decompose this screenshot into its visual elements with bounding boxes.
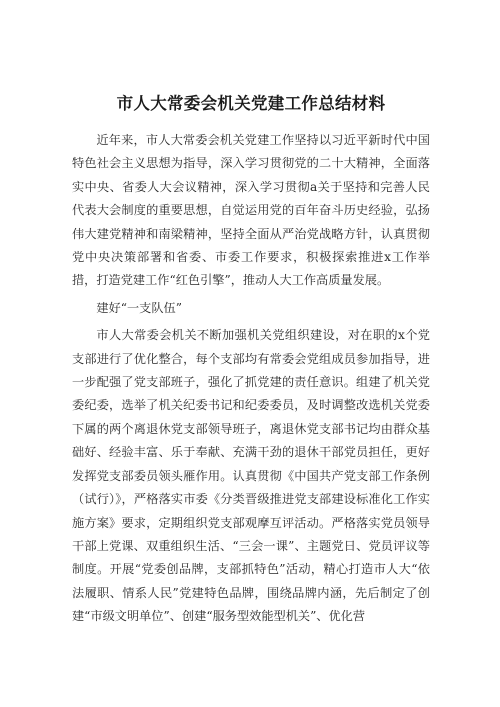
section-paragraph: 市人大常委会机关不断加强机关党组织建设，对在职的x个党支部进行了优化整合，每个支部均有常委会党组成员参加指导，进一步配强了党支部班子，强化了抓党建的责任意识。组建了机关党委纪委，选举了机关纪委书记和纪委委员，及时调整改选机关党委下属的两个离退休党支部领导班子，离退休党支部书记均由群众基础好、经验丰富、乐于奉献、充满干劲的退休干部党员担任，更好发挥党支部委员领头雁作用。认真贯彻《中国共产党支部工作条例（试行）》，严格落实市委《分类晋级推进党支部建设标准化工作实施方案》要求，定期组织党支部观摩互评活动。严格落实党员领导干部上党课、双重组织生活、“三会一课”、主题党日、党员评议等制度。开展“党委创品牌，支部抓特色”活动，精心打造市人大“依法履职、情系人民”党建特色品牌，围绕品牌内涵，先后制定了创建“市级文明单位”、创建“服务型效能型机关”、优化营	[72, 328, 430, 624]
intro-paragraph: 近年来，市人大常委会机关党建工作坚持以习近平新时代中国特色社会主义思想为指导，深入学习贯彻党的二十大精神，全面落实中央、省委人大会议精神，深入学习贯彻a关于坚持和完善人民代表大会制度的重要思想，自觉运用党的百年奋斗历史经验，弘扬伟大建党精神和南梁精神，坚持全面从严治党战略方针，认真贯彻党中央决策部署和省委、市委工作要求，积极探索推进x工作举措，打造党建工作“红色引擎”，推动人大工作高质量发展。	[72, 133, 430, 288]
section-heading: 建好“一支队伍”	[96, 300, 182, 315]
document-title: 市人大常委会机关党建工作总结材料	[116, 94, 386, 113]
